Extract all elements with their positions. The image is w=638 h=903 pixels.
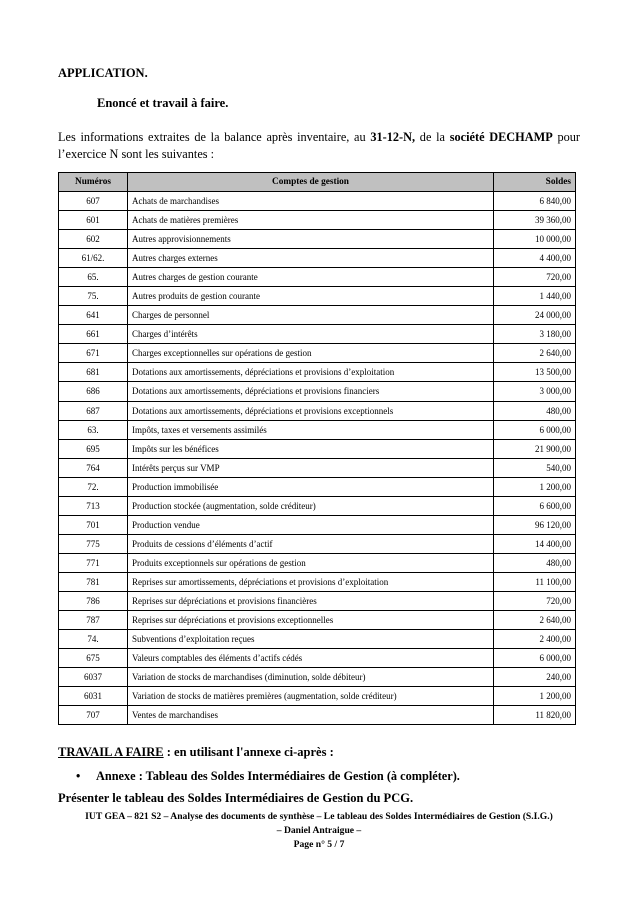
account-label: Variation de stocks de matières premières (augmentation, solde créditeur) (128, 687, 494, 706)
account-label: Autres produits de gestion courante (128, 287, 494, 306)
account-label: Reprises sur dépréciations et provisions financières (128, 591, 494, 610)
account-label: Achats de matières premières (128, 211, 494, 230)
account-balance: 1 440,00 (494, 287, 576, 306)
account-balance: 1 200,00 (494, 477, 576, 496)
table-row (59, 420, 576, 439)
table-row (59, 591, 576, 610)
account-number: 63. (59, 420, 128, 439)
account-balance: 24 000,00 (494, 306, 576, 325)
account-number: 786 (59, 591, 128, 610)
account-balance: 6 000,00 (494, 649, 576, 668)
account-number: 671 (59, 344, 128, 363)
intro-text-2: de la (415, 130, 450, 144)
account-number: 787 (59, 611, 128, 630)
account-balance: 480,00 (494, 401, 576, 420)
account-balance: 240,00 (494, 668, 576, 687)
table-row (59, 192, 576, 211)
account-balance: 720,00 (494, 268, 576, 287)
table-row (59, 534, 576, 553)
account-label: Valeurs comptables des éléments d’actifs cédés (128, 649, 494, 668)
account-label: Dotations aux amortissements, dépréciations et provisions exceptionnels (128, 401, 494, 420)
account-number: 713 (59, 496, 128, 515)
travail-a-faire (58, 745, 334, 760)
account-balance: 96 120,00 (494, 515, 576, 534)
account-label: Charges de personnel (128, 306, 494, 325)
table-row (59, 649, 576, 668)
account-number: 65. (59, 268, 128, 287)
account-label: Dotations aux amortissements, dépréciations et provisions d’exploitation (128, 363, 494, 382)
account-number: 695 (59, 439, 128, 458)
annexe-item (76, 769, 460, 784)
account-label: Impôts, taxes et versements assimilés (128, 420, 494, 439)
table-row (59, 611, 576, 630)
intro-company: société DECHAMP (449, 130, 553, 144)
account-number: 701 (59, 515, 128, 534)
account-label: Autres charges externes (128, 249, 494, 268)
account-balance: 11 100,00 (494, 572, 576, 591)
account-balance: 6 000,00 (494, 420, 576, 439)
account-label: Ventes de marchandises (128, 706, 494, 725)
table-row (59, 477, 576, 496)
account-balance: 13 500,00 (494, 363, 576, 382)
account-balance: 3 180,00 (494, 325, 576, 344)
account-label: Impôts sur les bénéfices (128, 439, 494, 458)
intro-date: 31-12-N, (370, 130, 416, 144)
account-label: Reprises sur dépréciations et provisions exceptionnelles (128, 611, 494, 630)
account-number: 675 (59, 649, 128, 668)
table-row (59, 668, 576, 687)
account-label: Reprises sur amortissements, dépréciations et provisions d’exploitation (128, 572, 494, 591)
account-number: 764 (59, 458, 128, 477)
table-row (59, 630, 576, 649)
page-footer (58, 810, 580, 852)
account-number: 61/62. (59, 249, 128, 268)
table-row (59, 572, 576, 591)
account-balance: 6 840,00 (494, 192, 576, 211)
account-number: 74. (59, 630, 128, 649)
table-row (59, 325, 576, 344)
account-balance: 2 640,00 (494, 611, 576, 630)
section-heading: APPLICATION. (58, 66, 148, 80)
table-row (59, 306, 576, 325)
table-row (59, 382, 576, 401)
table-row (59, 363, 576, 382)
table-body (59, 192, 576, 725)
account-label: Achats de marchandises (128, 192, 494, 211)
account-balance: 3 000,00 (494, 382, 576, 401)
header-soldes: Soldes (494, 173, 576, 192)
table-row (59, 230, 576, 249)
table-row (59, 706, 576, 725)
footer-course: IUT GEA – 821 S2 – Analyse des documents de synthèse – Le tableau des Soldes Intermédiaires de Gestion (S.I.G.) (85, 811, 553, 822)
table-row (59, 211, 576, 230)
account-number: 607 (59, 192, 128, 211)
account-label: Production vendue (128, 515, 494, 534)
account-label: Charges exceptionnelles sur opérations de gestion (128, 344, 494, 363)
travail-text: : en utilisant l'annexe ci-après : (163, 745, 334, 759)
table-row (59, 344, 576, 363)
table-row (59, 268, 576, 287)
account-number: 6037 (59, 668, 128, 687)
balance-table (58, 172, 576, 725)
table-row (59, 458, 576, 477)
account-balance: 10 000,00 (494, 230, 576, 249)
account-number: 681 (59, 363, 128, 382)
account-number: 781 (59, 572, 128, 591)
account-number: 686 (59, 382, 128, 401)
account-balance: 14 400,00 (494, 534, 576, 553)
intro-text-1: Les informations extraites de la balance après inventaire, au (58, 130, 371, 144)
account-balance: 39 360,00 (494, 211, 576, 230)
table-row (59, 249, 576, 268)
account-number: 775 (59, 534, 128, 553)
account-label: Dotations aux amortissements, dépréciations et provisions financiers (128, 382, 494, 401)
account-balance: 6 600,00 (494, 496, 576, 515)
account-number: 641 (59, 306, 128, 325)
account-number: 687 (59, 401, 128, 420)
account-label: Variation de stocks de marchandises (diminution, solde débiteur) (128, 668, 494, 687)
table-row (59, 287, 576, 306)
account-balance: 4 400,00 (494, 249, 576, 268)
account-label: Production immobilisée (128, 477, 494, 496)
travail-label: TRAVAIL A FAIRE (58, 745, 164, 759)
table-header-row (59, 173, 576, 192)
account-number: 601 (59, 211, 128, 230)
account-balance: 1 200,00 (494, 687, 576, 706)
table-row (59, 496, 576, 515)
account-label: Intérêts perçus sur VMP (128, 458, 494, 477)
table-row (59, 439, 576, 458)
account-balance: 540,00 (494, 458, 576, 477)
table-row (59, 553, 576, 572)
footer-author: – Daniel Antraigue – (276, 825, 362, 836)
account-number: 75. (59, 287, 128, 306)
intro-text-3: pour l’exercice N sont les suivantes : (58, 130, 580, 161)
account-number: 602 (59, 230, 128, 249)
account-number: 707 (59, 706, 128, 725)
table-row (59, 401, 576, 420)
account-label: Autres approvisionnements (128, 230, 494, 249)
account-number: 72. (59, 477, 128, 496)
account-balance: 11 820,00 (494, 706, 576, 725)
account-label: Subventions d’exploitation reçues (128, 630, 494, 649)
account-balance: 2 640,00 (494, 344, 576, 363)
account-number: 661 (59, 325, 128, 344)
present-instruction: Présenter le tableau des Soldes Intermédiaires de Gestion du PCG. (58, 791, 414, 805)
account-label: Produits exceptionnels sur opérations de gestion (128, 553, 494, 572)
account-balance: 2 400,00 (494, 630, 576, 649)
bullet-icon: • (76, 769, 81, 783)
account-number: 771 (59, 553, 128, 572)
account-number: 6031 (59, 687, 128, 706)
account-balance: 720,00 (494, 591, 576, 610)
account-label: Charges d’intérêts (128, 325, 494, 344)
account-label: Production stockée (augmentation, solde créditeur) (128, 496, 494, 515)
header-comptes: Comptes de gestion (128, 173, 494, 192)
table-row (59, 515, 576, 534)
account-label: Autres charges de gestion courante (128, 268, 494, 287)
intro-paragraph (58, 129, 580, 163)
header-numeros: Numéros (59, 173, 128, 192)
table-row (59, 687, 576, 706)
account-label: Produits de cessions d’éléments d’actif (128, 534, 494, 553)
section-subheading: Enoncé et travail à faire. (97, 96, 229, 110)
annexe-text: Annexe : Tableau des Soldes Intermédiaires de Gestion (à compléter). (96, 769, 460, 783)
account-balance: 480,00 (494, 553, 576, 572)
account-balance: 21 900,00 (494, 439, 576, 458)
page-number: Page n° 5 / 7 (293, 839, 345, 850)
